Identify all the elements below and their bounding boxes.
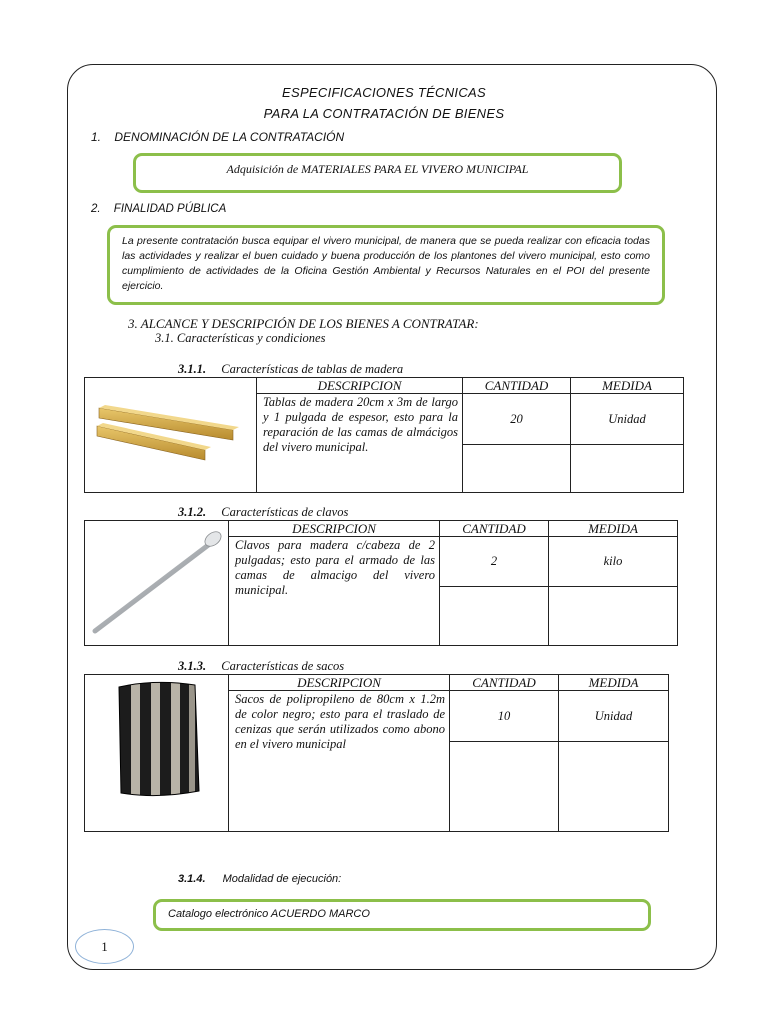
item2-image-cell [85,521,229,646]
section1-box-text: Adquisición de MATERIALES PARA EL VIVERO MUNICIPAL [226,162,529,176]
item2-heading [178,505,348,520]
section1-number: 1. [91,130,102,144]
doc-title-line1: ESPECIFICACIONES TÉCNICAS [282,85,486,100]
item3-empty-cell [450,742,559,832]
item1-empty-cell [463,445,571,493]
item2-unit: kilo [549,537,678,587]
item4-title: Modalidad de ejecución: [222,873,342,885]
item2-title: Características de clavos [221,505,349,519]
item1-description: Tablas de madera 20cm x 3m de largo y 1 pulgada de espesor, esto para la reparación de las camas de almácigos del vivero municipal. [257,394,463,493]
item1-header-unit: MEDIDA [571,378,684,394]
section2-box [107,225,665,305]
section2-title: FINALIDAD PÚBLICA [113,203,227,215]
section3-title: 3. ALCANCE Y DESCRIPCIÓN DE LOS BIENES A CONTRATAR: [128,316,479,331]
item1-header-description: DESCRIPCION [257,378,463,394]
item2-header-description: DESCRIPCION [229,521,440,537]
item2-header-unit: MEDIDA [549,521,678,537]
section314-box [153,899,651,931]
item2-description: Clavos para madera c/cabeza de 2 pulgadas; esto para el armado de las camas de almacigo del vivero municipal. [229,537,440,646]
item2-quantity: 2 [440,537,549,587]
nail-image [85,521,228,641]
section2-box-text: La presente contratación busca equipar el vivero municipal, de manera que se pueda realizar con eficacia todas las actividades y realizar el buen cuidado y buena producción de los plantones del vivero municipal, esto como cumplimiento de actividades de la Oficina Gestión Ambiental y Recursos Naturales en el POI del presente ejercicio. [122,235,650,292]
item3-header-quantity: CANTIDAD [450,675,559,691]
item1-heading [178,362,403,377]
item2-empty-cell [549,587,678,646]
item2-table [84,520,678,646]
item1-image-cell [85,378,257,493]
item3-table [84,674,669,832]
item3-header-description: DESCRIPCION [229,675,450,691]
item3-empty-cell [559,742,669,832]
section1-heading [91,130,344,144]
item4-number: 3.1.4. [178,873,206,885]
section2-heading [91,203,226,215]
section1-title: DENOMINACIÓN DE LA CONTRATACIÓN [114,130,345,144]
item2-empty-cell [440,587,549,646]
item3-quantity: 10 [450,691,559,742]
item1-unit: Unidad [571,394,684,445]
item2-number: 3.1.2. [178,505,207,519]
page-number: 1 [75,929,134,964]
page-frame [67,64,717,970]
black-sack-image [85,675,228,827]
item3-description: Sacos de polipropileno de 80cm x 1.2m de color negro; esto para el traslado de cenizas que serán utilizados como abono en el vivero municipal [229,691,450,832]
item3-image-cell [85,675,229,832]
wooden-planks-image [85,378,256,488]
section314-box-text: Catalogo electrónico ACUERDO MARCO [168,908,370,920]
item1-quantity: 20 [463,394,571,445]
item2-header-quantity: CANTIDAD [440,521,549,537]
item1-title: Características de tablas de madera [221,362,404,376]
item1-header-quantity: CANTIDAD [463,378,571,394]
item1-empty-cell [571,445,684,493]
doc-title-line2: PARA LA CONTRATACIÓN DE BIENES [263,106,505,121]
section1-box [133,153,622,193]
item4-heading [178,873,341,885]
section2-number: 2. [91,203,101,215]
item3-heading [178,659,344,674]
item3-number: 3.1.3. [178,659,207,673]
item3-unit: Unidad [559,691,669,742]
item1-number: 3.1.1. [178,362,207,376]
item1-table [84,377,684,493]
section3-subtitle: 3.1. Características y condiciones [155,331,326,345]
item3-title: Características de sacos [221,659,345,673]
item3-header-unit: MEDIDA [559,675,669,691]
